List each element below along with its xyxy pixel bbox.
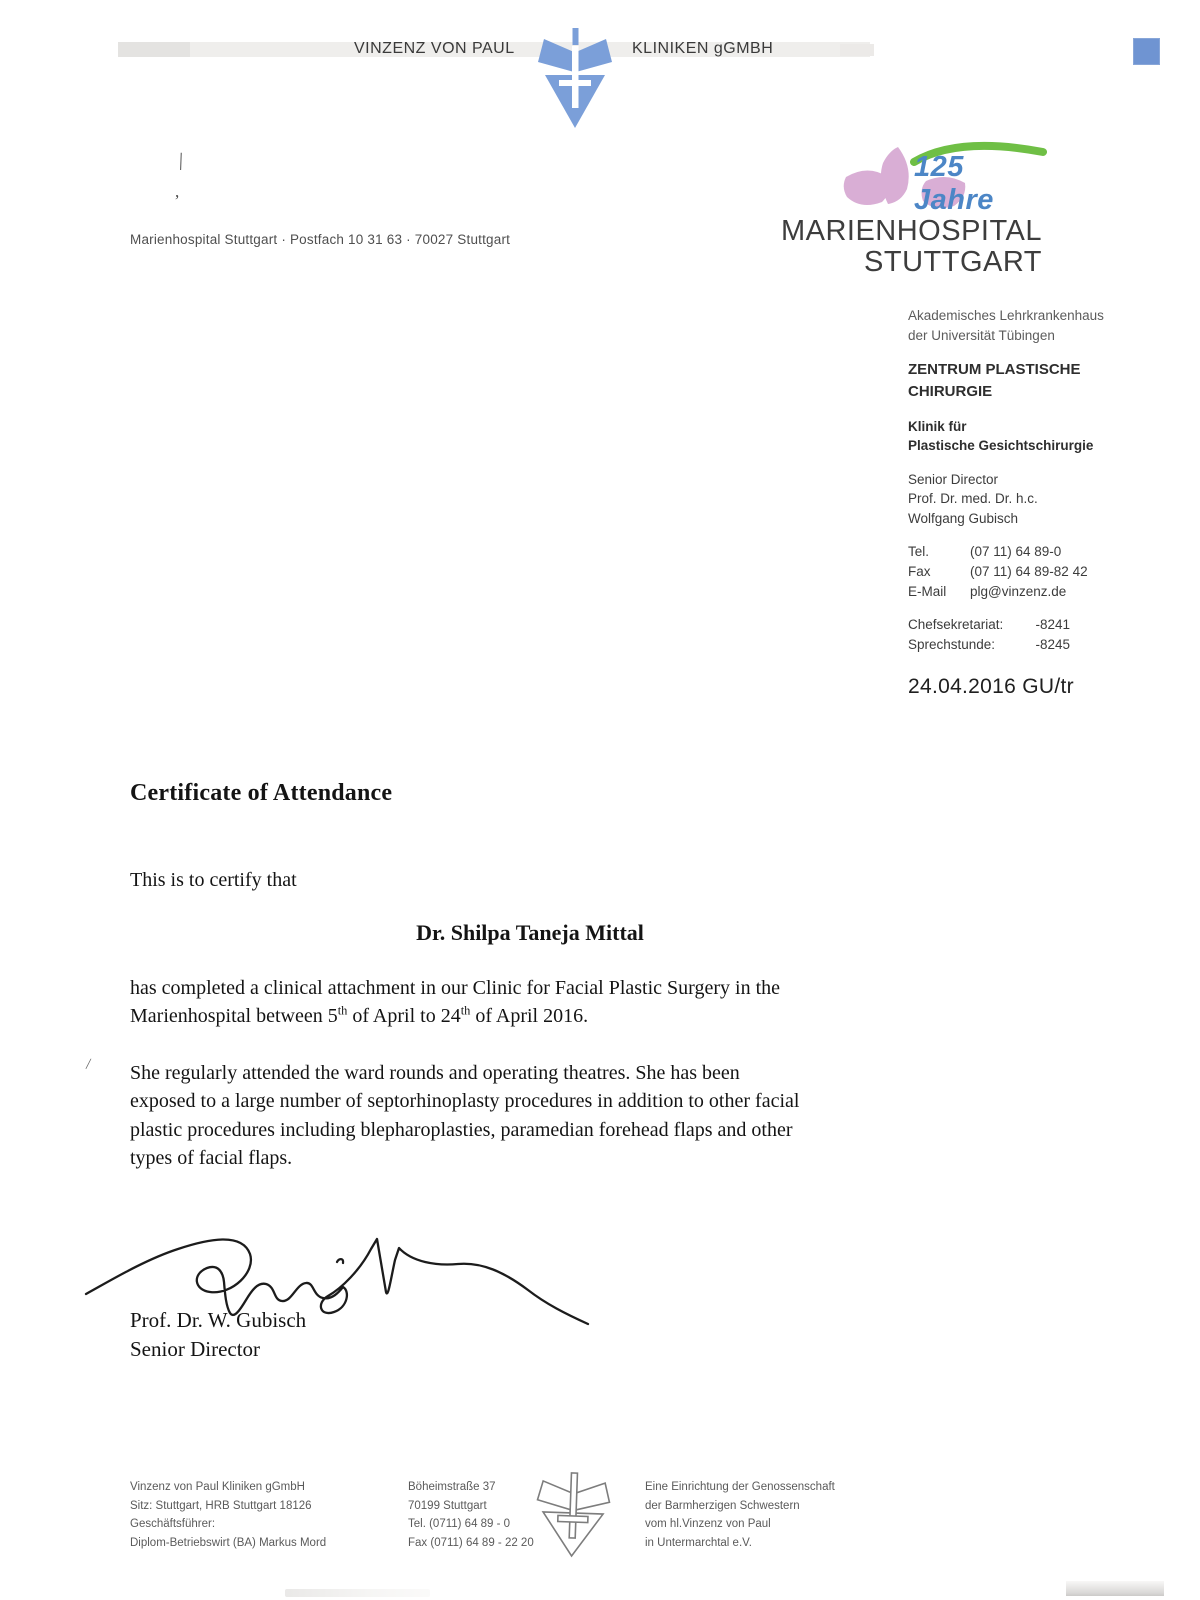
scan-smudge [1066, 1581, 1164, 1596]
vinzenz-v-cross-outline-icon [533, 1471, 614, 1560]
email-value: plg@vinzenz.de [970, 583, 1067, 599]
paragraph-line: She regularly attended the ward rounds and operating theatres. She has been [130, 1061, 740, 1084]
affiliation-block [908, 306, 1113, 345]
footer-line: vom hl.Vinzenz von Paul [645, 1518, 771, 1531]
paragraph-activities [130, 1059, 930, 1173]
footer-line: 70199 Stuttgart [408, 1499, 487, 1512]
scan-smudge [285, 1589, 430, 1597]
anniversary-logo [780, 133, 1048, 283]
pen-mark: | [178, 149, 184, 172]
consultation-value: -8245 [1035, 636, 1070, 652]
director-name-line1: Prof. Dr. med. Dr. h.c. [908, 491, 1038, 507]
salutation: This is to certify that [130, 869, 297, 891]
email-label: E-Mail [908, 583, 947, 599]
pen-mark: / [84, 1055, 92, 1074]
director-block [908, 470, 1113, 529]
date-reference: 24.04.2016 GU/tr [908, 675, 1074, 699]
paragraph-line: has completed a clinical attachment in our Clinic for Facial Plastic Surgery in the [130, 977, 780, 999]
center-block [908, 359, 1113, 403]
tel-label: Tel. [908, 544, 930, 560]
footer-line: Sitz: Stuttgart, HRB Stuttgart 18126 [130, 1499, 312, 1512]
director-title: Senior Director [908, 471, 999, 487]
sender-address-line: Marienhospital Stuttgart · Postfach 10 31 63 · 70027 Stuttgart [130, 232, 511, 247]
hospital-name-line1: MARIENHOSPITAL [780, 215, 1042, 247]
hospital-name-line2: STUTTGART [864, 246, 1042, 278]
contact-block [908, 542, 1113, 601]
paragraph-text: of April to 24 [347, 1005, 461, 1028]
vinzenz-v-cross-icon [536, 28, 614, 132]
scan-band-dark [118, 42, 190, 57]
brand-left-label: VINZENZ VON PAUL [354, 40, 515, 57]
footer-line: Geschäftsführer: [130, 1518, 216, 1531]
scan-band-right [840, 44, 874, 56]
ordinal-superscript: th [337, 1003, 348, 1018]
footer-line: Tel. (0711) 64 89 - 0 [408, 1518, 511, 1531]
tel-value: (07 11) 64 89-0 [970, 544, 1062, 560]
extension-block [908, 615, 1113, 654]
footer-line: Eine Einrichtung der Genossenschaft [645, 1481, 835, 1493]
paragraph-line: types of facial flaps. [130, 1146, 293, 1169]
fax-value: (07 11) 64 89-82 42 [970, 564, 1088, 579]
paragraph-line: exposed to a large number of septorhinoplasty procedures in addition to other facial [130, 1090, 800, 1113]
footer-line: Fax (0711) 64 89 - 22 20 [408, 1536, 534, 1549]
footer-line: Vinzenz von Paul Kliniken gGmbH [130, 1481, 305, 1493]
extension-row-secretariat [908, 615, 1070, 635]
anniversary-years-label: 125 Jahre [914, 151, 994, 216]
clinic-line1: Klinik für [908, 418, 967, 434]
info-column [908, 306, 1113, 703]
paragraph-attachment [130, 974, 930, 1031]
contact-row-email [908, 582, 1113, 602]
affiliation-line1: Akademisches Lehrkrankenhaus [908, 308, 1104, 323]
signer-title: Senior Director [130, 1336, 261, 1361]
affiliation-line2: der Universität Tübingen [908, 327, 1055, 343]
consultation-label: Sprechstunde: [908, 636, 996, 652]
clinic-block [908, 417, 1113, 456]
secretariat-label: Chefsekretariat: [908, 617, 1004, 633]
brand-right-label: KLINIKEN gGMBH [632, 40, 774, 57]
clinic-line2: Plastische Gesichtschirurgie [908, 438, 1094, 454]
paragraph-line [130, 1002, 930, 1030]
paragraph-text: of April 2016. [470, 1005, 589, 1028]
pen-mark: , [175, 182, 180, 201]
director-name-line2: Wolfgang Gubisch [908, 510, 1019, 526]
footer-line: in Untermarchtal e.V. [645, 1536, 752, 1549]
signer-block [130, 1306, 306, 1364]
paragraph-line: plastic procedures including blepharoplasties, paramedian forehead flaps and other [130, 1118, 793, 1141]
center-line2: CHIRURGIE [908, 382, 993, 400]
fax-label: Fax [908, 564, 931, 579]
signer-name: Prof. Dr. W. Gubisch [130, 1308, 307, 1332]
recipient-name: Dr. Shilpa Taneja Mittal [416, 920, 644, 945]
paragraph-text: Marienhospital between 5 [130, 1005, 338, 1028]
footer-company-column [130, 1478, 410, 1553]
footer-line: Böheimstraße 37 [408, 1481, 496, 1493]
certificate-title: Certificate of Attendance [130, 780, 393, 806]
letter-body [130, 780, 930, 1172]
contact-row-tel [908, 542, 1113, 562]
contact-row-fax [908, 562, 1113, 582]
footer-line: Diplom-Betriebswirt (BA) Markus Mord [130, 1536, 327, 1549]
secretariat-value: -8241 [1035, 617, 1070, 633]
footer-line: der Barmherzigen Schwestern [645, 1499, 800, 1512]
center-line1: ZENTRUM PLASTISCHE [908, 361, 1081, 379]
extension-row-consultation [908, 635, 1070, 655]
footer-organization-column [645, 1478, 905, 1553]
corner-blue-square [1133, 38, 1160, 65]
ordinal-superscript: th [460, 1003, 471, 1018]
